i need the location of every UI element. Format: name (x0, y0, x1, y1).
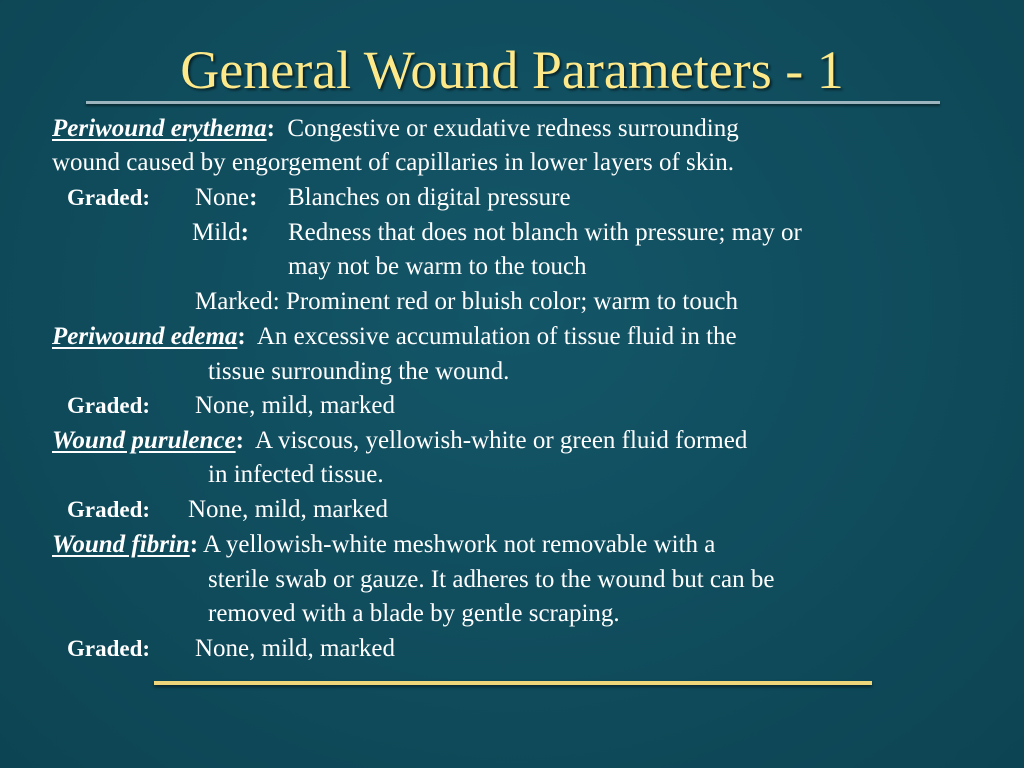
erythema-mild-label: Mild (192, 219, 241, 246)
purulence-graded-values: None, mild, marked (188, 496, 388, 523)
erythema-none-colon: : (249, 184, 258, 211)
edema-definition-text-1: An excessive accumulation of tissue fluid in the (245, 323, 737, 350)
erythema-mild-colon: : (240, 219, 249, 246)
erythema-definition-line-2: wound caused by engorgement of capillaries in lower layers of skin. (52, 149, 734, 176)
erythema-definition-text-1: Congestive or exudative redness surrounding (274, 115, 739, 142)
erythema-marked-grade: Marked: Prominent red or bluish color; warm to touch (195, 288, 738, 315)
erythema-none-description: Blanches on digital pressure (288, 184, 571, 211)
fibrin-colon: : (189, 531, 199, 558)
title-divider (86, 101, 940, 104)
fibrin-definition-line-1 (52, 530, 715, 560)
erythema-mild-grade (192, 218, 249, 248)
fibrin-definition-line-2: sterile swab or gauze. It adheres to the wound but can be (208, 566, 775, 593)
edema-term: Periwound edema (52, 323, 238, 350)
fibrin-graded-values: None, mild, marked (195, 635, 395, 662)
edema-definition-line-2: tissue surrounding the wound. (208, 358, 510, 385)
erythema-colon: : (266, 115, 275, 142)
purulence-term: Wound purulence (52, 427, 236, 454)
erythema-mild-description-1: Redness that does not blanch with pressure; may or (288, 219, 802, 246)
edema-graded-label: Graded: (67, 393, 151, 418)
purulence-graded-label: Graded: (67, 497, 151, 522)
purulence-definition-line-2: in infected tissue. (208, 461, 384, 488)
edema-graded-values: None, mild, marked (195, 392, 395, 419)
erythema-none-label: None (195, 184, 250, 211)
slide-title: General Wound Parameters - 1 (180, 40, 844, 100)
purulence-colon: : (235, 427, 244, 454)
erythema-graded-label: Graded: (67, 185, 151, 210)
fibrin-definition-line-3: removed with a blade by gentle scraping. (208, 600, 620, 627)
edema-colon: : (237, 323, 246, 350)
fibrin-definition-text-1: A yellowish-white meshwork not removable with a (198, 531, 716, 558)
erythema-definition-line-1 (52, 114, 739, 144)
purulence-definition-line-1 (52, 426, 747, 456)
erythema-none-grade (195, 183, 257, 213)
bottom-divider (154, 681, 872, 685)
purulence-definition-text-1: A viscous, yellowish-white or green fluid formed (243, 427, 748, 454)
erythema-term: Periwound erythema (52, 115, 267, 142)
erythema-mild-description-2: may not be warm to the touch (288, 253, 587, 280)
fibrin-graded-label: Graded: (67, 636, 151, 661)
fibrin-term: Wound fibrin (52, 531, 190, 558)
edema-definition-line-1 (52, 322, 737, 352)
